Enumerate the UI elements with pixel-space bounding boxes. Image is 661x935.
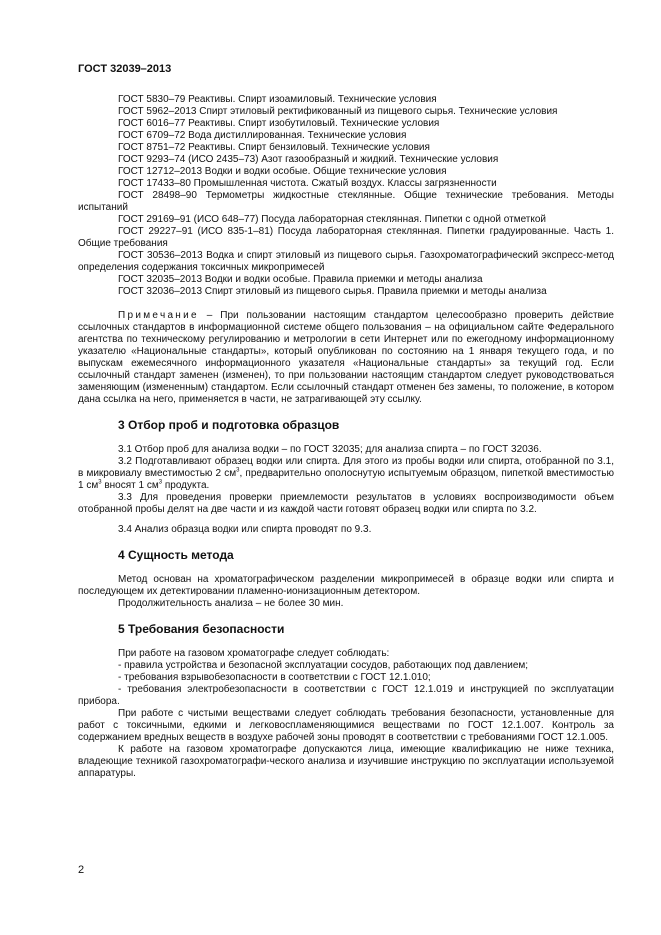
reference-item: ГОСТ 6709–72 Вода дистиллированная. Технические условия <box>118 130 407 141</box>
reference-item: ГОСТ 5830–79 Реактивы. Спирт изоамиловый. Технические условия <box>118 94 437 105</box>
paragraph-5-2: - правила устройства и безопасной эксплуатации сосудов, работающих под давлением; <box>118 660 529 671</box>
section-3-heading: 3 Отбор проб и подготовка образцов <box>118 418 340 432</box>
paragraph-3-2: 3.2 Подготавливают образец водки или спирта. Для этого из пробы водки или спирта, отобранной по 3.1, в микровиалу вместимостью 2 $см^3$, предварительно ополоснутую испытуемым образцом, пипеткой вместимостью 1 $см^3$ вносят 1 $см^3$ продукта. <box>78 456 614 491</box>
paragraph-4-2: Продолжительность анализа – не более 30 мин. <box>118 598 344 609</box>
superscript-3: 3 <box>158 479 163 486</box>
reference-item: ГОСТ 28498–90 Термометры жидкостные стеклянные. Общие технические требования. Методы испытаний <box>78 190 614 213</box>
paragraph-3-4: 3.4 Анализ образца водки или спирта проводят по 9.3. <box>118 524 372 535</box>
document-body <box>78 94 614 780</box>
reference-item: ГОСТ 32035–2013 Водки и водки особые. Правила приемки и методы анализа <box>118 274 483 285</box>
reference-item: ГОСТ 12712–2013 Водки и водки особые. Общие технические условия <box>118 166 447 177</box>
paragraph-3-1: 3.1 Отбор проб для анализа водки – по ГОСТ 32035; для анализа спирта – по ГОСТ 32036. <box>118 444 542 455</box>
paragraph-5-6: К работе на газовом хроматографе допускаются лица, имеющие квалификацию не ниже техника, владеющие техникой газохроматографи-ческого анализа и изучившие инструкцию по эксплуатации используемой аппаратуры. <box>78 744 614 779</box>
note-text: – При пользовании настоящим стандартом целесообразно проверить действие ссылочных стандартов в информационной системе общего пользования – на официальном сайте Федерального агентства по техническому регулированию и метрологии в сети Интернет или по ежегодному информационному указателю «Национальные стандарты», который опубликован по состоянию на 1 января текущего года, и по выпускам ежемесячного информационного указателя «Национальные стандарты» за текущий год. Если ссылочный стандарт заменен (изменен), то при пользовании настоящим стандартом следует руководствоваться заменяющим (измененным) стандартом. Если ссылочный стандарт отменен без замены, то положение, в котором дана ссылка на него, применяется в части, не затрагивающей эту ссылку. <box>78 310 614 405</box>
paragraph-5-1: При работе на газовом хроматографе следует соблюдать: <box>118 648 390 659</box>
paragraph-5-5: При работе с чистыми веществами следует соблюдать требования безопасности, установленные для работ с токсичными, едкими и легковоспламеняющимися веществами по ГОСТ 12.1.007. Контроль за содержанием вредных веществ в воздухе рабочей зоны проводят в соответствии с требованиями ГОСТ 12.1.005. <box>78 708 614 743</box>
reference-item: ГОСТ 9293–74 (ИСО 2435–73) Азот газообразный и жидкий. Технические условия <box>118 154 499 165</box>
reference-item: ГОСТ 30536–2013 Водка и спирт этиловый из пищевого сырья. Газохроматографический экспресс-метод определения содержания токсичных микропримесей <box>78 250 614 273</box>
paragraph-5-3: - требования взрывобезопасности в соответствии с ГОСТ 12.1.010; <box>118 672 431 683</box>
reference-item: ГОСТ 29227–91 (ИСО 835-1–81) Посуда лабораторная стеклянная. Пипетки градуированные. Часть 1. Общие требования <box>78 226 614 249</box>
note-paragraph <box>78 310 614 406</box>
superscript-3: 3 <box>98 479 102 486</box>
paragraph-3-3: 3.3 Для проведения проверки приемлемости результатов в условиях воспроизводимости объем отобранной пробы делят на две части и из каждой части готовят образец водки или спирта по 3.2. <box>78 492 614 515</box>
paragraph-5-4: - требования электробезопасности в соответствии с ГОСТ 12.1.019 и инструкцией по эксплуатации прибора. <box>78 684 614 707</box>
document-header: ГОСТ 32039–2013 <box>78 63 172 75</box>
reference-item: ГОСТ 8751–72 Реактивы. Спирт бензиловый. Технические условия <box>118 142 430 153</box>
section-4-heading: 4 Сущность метода <box>118 548 234 562</box>
reference-item: ГОСТ 5962–2013 Спирт этиловый ректификованный из пищевого сырья. Технические условия <box>118 106 558 117</box>
reference-item: ГОСТ 17433–80 Промышленная чистота. Сжатый воздух. Классы загрязненности <box>118 178 497 189</box>
reference-item: ГОСТ 6016–77 Реактивы. Спирт изобутиловый. Технические условия <box>118 118 440 129</box>
paragraph-4-1: Метод основан на хроматографическом разделении микропримесей в образце водки или спирта и последующем их детектировании пламенно-ионизационным детектором. <box>78 574 614 597</box>
reference-item: ГОСТ 29169–91 (ИСО 648–77) Посуда лабораторная стеклянная. Пипетки с одной отметкой <box>118 214 547 225</box>
reference-item: ГОСТ 32036–2013 Спирт этиловый из пищевого сырья. Правила приемки и методы анализа <box>118 286 547 297</box>
section-5-heading: 5 Требования безопасности <box>118 622 285 636</box>
normative-references-list <box>78 94 614 298</box>
page-number: 2 <box>78 864 85 876</box>
superscript-3: 3 <box>236 467 240 474</box>
note-label: Примечание <box>118 310 199 321</box>
